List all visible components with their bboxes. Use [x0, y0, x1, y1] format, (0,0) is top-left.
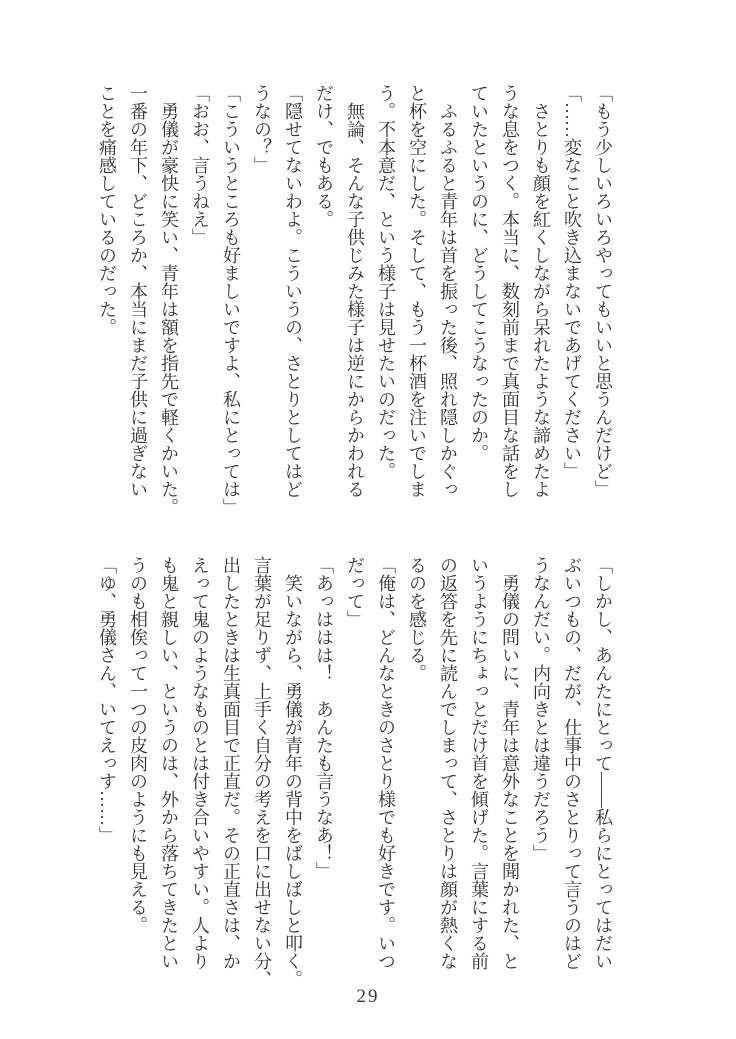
page-number: 29	[356, 986, 380, 1007]
text-line: 一番の年下、どころか、本当にまだ子供に過ぎない	[128, 84, 148, 498]
text-line: だけ、でもある。	[314, 84, 334, 228]
text-line: 「あっははは！ あんたも言うなあ！」	[314, 556, 334, 880]
text-line: いうようにちょっとだけ首を傾げた。言葉にする前	[469, 556, 489, 970]
text-line: 「ゆ、勇儀さん、いてえっす……」	[97, 556, 117, 844]
text-line: さとりも顔を紅くしながら呆れたような諦めたよ	[531, 84, 551, 498]
text-line: と杯を空にした。そして、もう一杯酒を注いでしま	[407, 84, 427, 498]
text-line: うなんだい。内向きとは違うだろう」	[531, 556, 551, 862]
text-block-bottom	[91, 556, 618, 986]
text-line: 「隠せてないわよ。こういうの、さとりとしてはど	[283, 84, 303, 498]
text-line: の返答を先に読んでしまって、さとりは顔が熱くな	[438, 556, 458, 970]
text-line: ふるふると青年は首を振った後、照れ隠しかぐっ	[438, 84, 458, 498]
text-line: 言葉が足りず、上手く自分の考えを口に出せない分、	[252, 556, 272, 988]
text-line: うなの？」	[252, 84, 272, 174]
text-line: 出したときは生真面目で正直だ。その正直さは、か	[221, 556, 241, 970]
text-line: えって鬼のようなものとは付き合いやすい。人より	[190, 556, 210, 970]
text-line: う。不本意だ、という様子は見せたいのだった。	[376, 84, 396, 480]
text-line: だって」	[345, 556, 365, 628]
text-line: ことを痛感しているのだった。	[97, 84, 117, 336]
text-line: うのも相俟って一つの皮肉のようにも見える。	[128, 556, 148, 934]
text-line: 笑いながら、勇儀が青年の背中をばしばしと叩く。	[283, 556, 303, 988]
text-line: るのを感じる。	[407, 556, 427, 682]
text-line: 「……変なこと吹き込まないであげてください」	[562, 84, 582, 480]
text-line: うな息をつく。本当に、数刻前まで真面目な話をし	[500, 84, 520, 498]
text-line: 「俺は、どんなときのさとり様でも好きです。いつ	[376, 556, 396, 970]
text-line: ぶいつもの、だが、仕事中のさとりって言うのはど	[562, 556, 582, 970]
text-line: 勇儀が豪快に笑い、青年は額を指先で軽くかいた。	[159, 84, 179, 516]
text-line: 「おお、言うねえ」	[190, 84, 210, 246]
text-block-top	[91, 84, 618, 539]
text-line: 「しかし、あんたにとって――私らにとってはだい	[593, 556, 613, 970]
text-line: 「こういうところも好ましいですよ、私にとっては」	[221, 84, 241, 516]
text-line: 「もう少しいろいろやってもいいと思うんだけど」	[593, 84, 613, 498]
text-line: 勇儀の問いに、青年は意外なことを聞かれた、と	[500, 556, 520, 970]
text-line: ていたというのに、どうしてこうなったのか。	[469, 84, 489, 462]
text-line: も鬼と親しい、というのは、外から落ちてきたとい	[159, 556, 179, 970]
text-line: 無論、そんな子供じみた様子は逆にからかわれる	[345, 84, 365, 498]
